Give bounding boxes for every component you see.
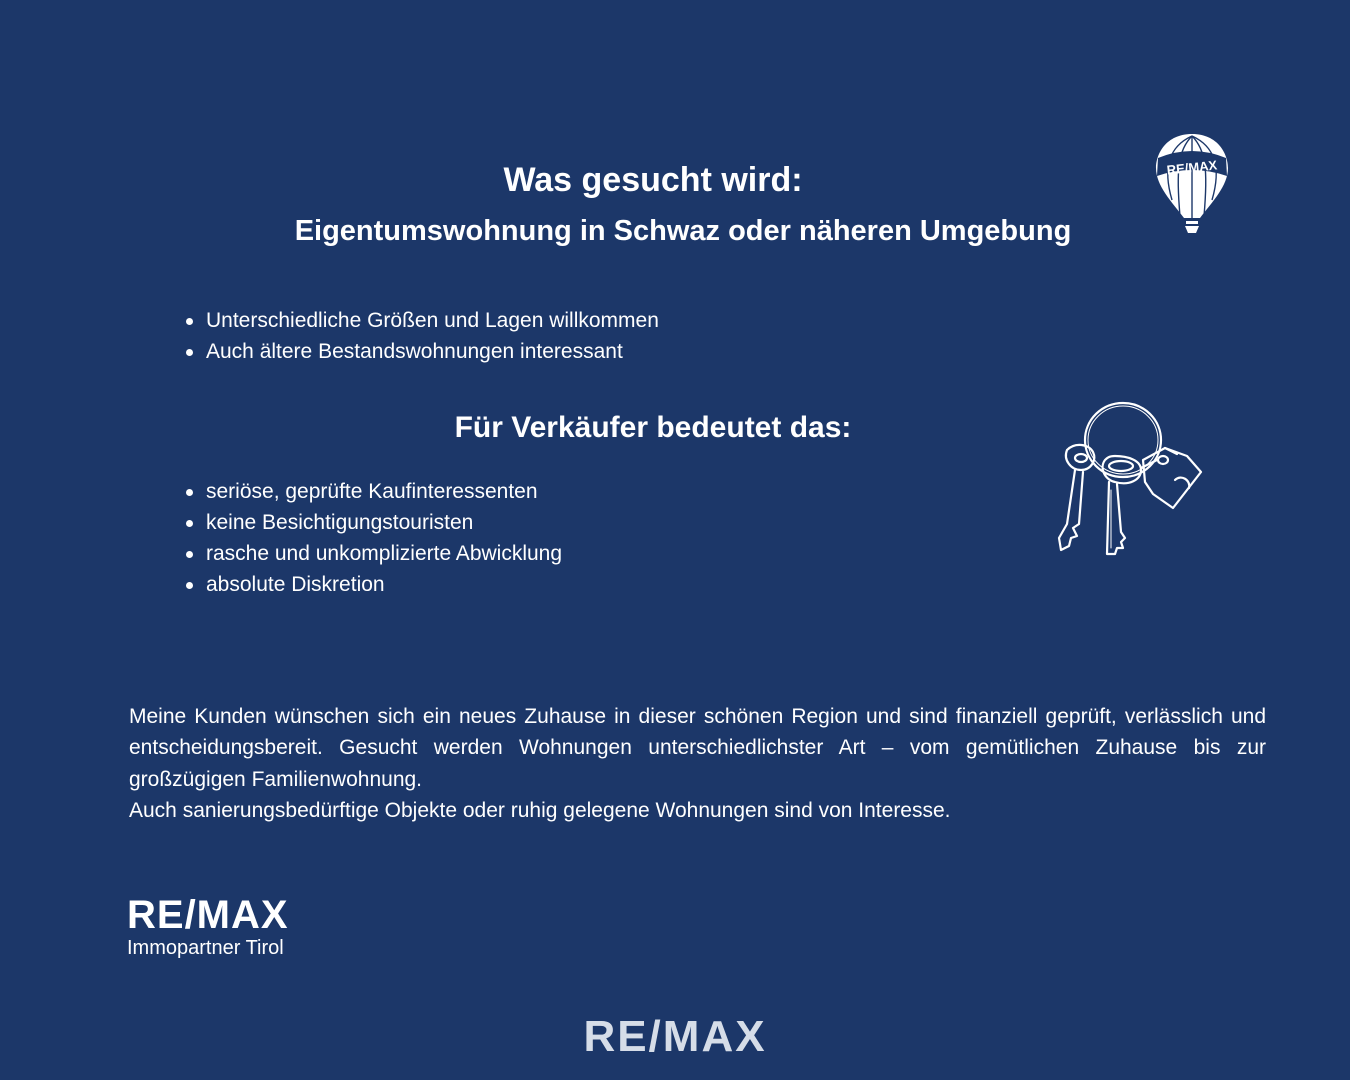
- page-title: Was gesucht wird:: [503, 161, 803, 199]
- footer-logo: RE/MAX: [583, 1012, 767, 1061]
- sellers-heading: Für Verkäufer bedeutet das:: [454, 411, 852, 444]
- description-paragraph: Meine Kunden wünschen sich ein neues Zuhause in dieser schönen Region und sind finanziell geprüft, verlässlich und entscheidungsbereit. Gesucht werden Wohnungen unterschiedlichster Art – vom gemütlichen Zuhause bis zur großzügigen Familienwohnung.: [129, 705, 1266, 791]
- list-item: absolute Diskretion: [186, 569, 562, 600]
- list-item: rasche und unkomplizierte Abwicklung: [186, 538, 562, 569]
- page-subtitle: Eigentumswohnung in Schwaz oder näheren Umgebung: [294, 215, 1072, 247]
- list-item: Auch ältere Bestandswohnungen interessant: [186, 336, 659, 367]
- brand-logo: [127, 894, 317, 960]
- balloon-logo-text: RE/MAX: [1166, 157, 1218, 178]
- search-features-list: [186, 305, 659, 367]
- list-item: Unterschiedliche Größen und Lagen willkommen: [186, 305, 659, 336]
- office-name: Immopartner Tirol: [127, 937, 284, 959]
- description: [129, 701, 1266, 827]
- list-item: seriöse, geprüfte Kaufinteressenten: [186, 476, 562, 507]
- remax-balloon-icon: [1150, 130, 1234, 238]
- list-item: keine Besichtigungstouristen: [186, 507, 562, 538]
- keys-icon: [1045, 398, 1210, 563]
- sellers-benefits-list: [186, 476, 562, 600]
- description-paragraph: Auch sanierungsbedürftige Objekte oder ruhig gelegene Wohnungen sind von Interesse.: [129, 799, 951, 823]
- brand-logo-text: RE/MAX: [127, 893, 289, 937]
